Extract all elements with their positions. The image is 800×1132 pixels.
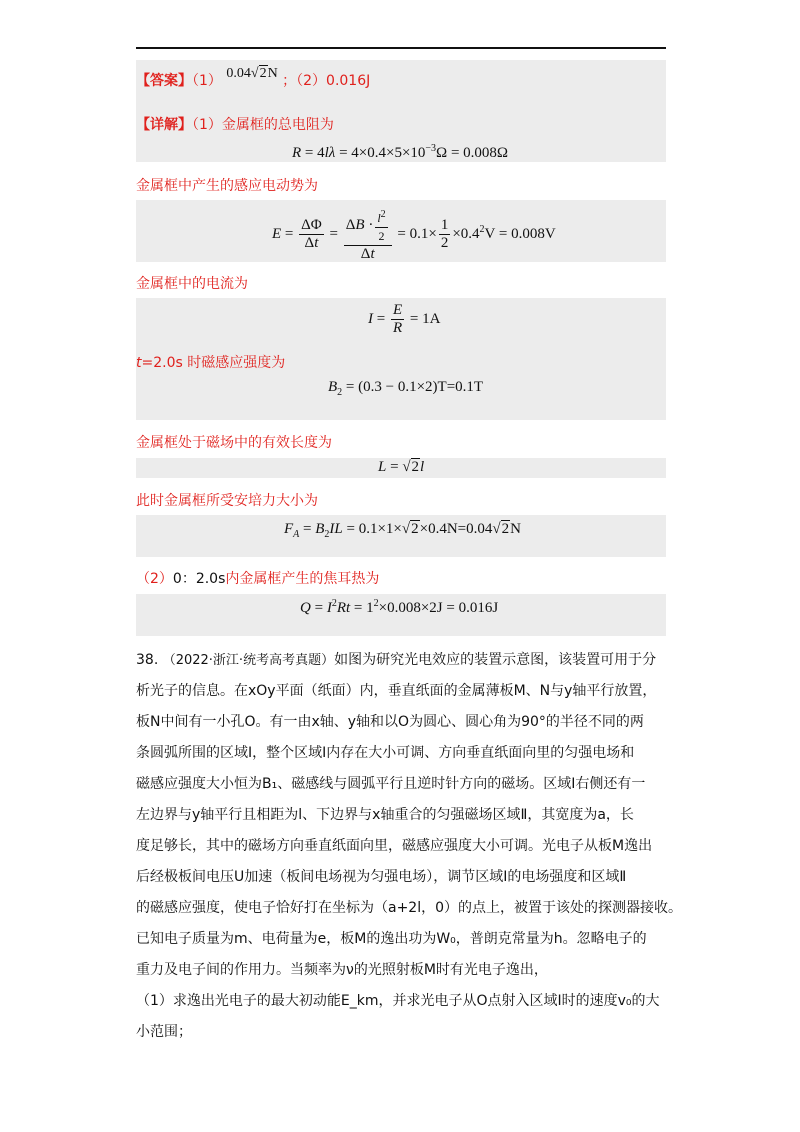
- question-line-6: 左边界与y轴平行且相距为l、下边界与x轴重合的匀强磁场区域Ⅱ，其宽度为a，长: [136, 807, 634, 823]
- explain-label: 【详解】: [136, 117, 192, 133]
- answer-value-1: 0.04√2N: [226, 66, 278, 81]
- part1-intro: （1）金属框的总电阻为: [192, 117, 334, 133]
- resistance-equation: $R = 4l\lambda = 4\times 0.4\times 5\times 10^{-3}\Omega = 0.008\Omega$: [292, 143, 509, 161]
- question-line-13: 小范围；: [136, 1024, 192, 1040]
- heat-equation: $Q = I^2Rt = 1^2\times 0.008\times 2J = 0.016J$: [300, 598, 499, 616]
- question-38: [136, 645, 683, 1048]
- question-line-4: 条圆弧所围的区域Ⅰ，整个区域Ⅰ内存在大小可调、方向垂直纸面向里的匀强电场和: [136, 745, 635, 761]
- force-label: 此时金属框所受安培力大小为: [136, 493, 318, 509]
- length-label: 金属框处于磁场中的有效长度为: [136, 435, 332, 451]
- question-line-7: 度足够长，其中的磁场方向垂直纸面向里，磁感应强度大小可调。光电子从板M逸出: [136, 838, 653, 854]
- question-line-10: 已知电子质量为m、电荷量为e，板M的逸出功为W₀，普朗克常量为h。忽略电子的: [136, 931, 647, 947]
- question-line-3: 板N中间有一小孔O。有一由x轴、y轴和以O为圆心、圆心角为90°的半径不同的两: [136, 714, 644, 730]
- question-number: 38.: [136, 652, 159, 668]
- question-line-5: 磁感应强度大小恒为B₁、磁感线与圆弧平行且逆时针方向的磁场。区域Ⅰ右侧还有一: [136, 776, 646, 792]
- question-line-1: 38. （2022·浙江·统考高考真题）如图为研究光电效应的装置示意图，该装置可用于分: [136, 652, 657, 668]
- answer-line: [136, 66, 371, 90]
- question-line-8: 后经极板间电压U加速（板间电场视为匀强电场），调节区域Ⅰ的电场强度和区域Ⅱ: [136, 869, 627, 885]
- answer-separator: ；: [282, 73, 297, 89]
- question-source: （2022·浙江·统考高考真题）: [162, 653, 335, 668]
- explain-line: [136, 114, 334, 134]
- emf-equation: E = $\frac{\Delta\Phi}{\Delta t}$ = ΔB · $\frac{l^2}{2}$ Δt = 0.1× $\frac{1}{2}$ $\times 0.4^2V = 0.008V$: [272, 206, 556, 263]
- force-equation: $F_A = B_2IL = 0.1\times 1\times√2\times 0.4N=0.04√2N$: [284, 521, 521, 540]
- current-label: 金属框中的电流为: [136, 276, 248, 292]
- answer-part2: （2）0.016J: [296, 73, 371, 89]
- answer-part1: （1）: [192, 73, 222, 89]
- question-line-2: 析光子的信息。在xOy平面（纸面）内，垂直纸面的金属薄板M、N与y轴平行放置，: [136, 683, 657, 699]
- length-equation: L = √2l: [378, 459, 425, 475]
- b2-equation: $B_2 = (0.3 - 0.1\times 2)T=0.1T$: [328, 379, 484, 398]
- header-rule: [136, 47, 666, 49]
- emf-label: 金属框中产生的感应电动势为: [136, 178, 318, 194]
- answer-label: 【答案】: [136, 73, 192, 89]
- question-line-11: 重力及电子间的作用力。当频率为ν的光照射板M时有光电子逸出，: [136, 962, 548, 978]
- b2-label: t=2.0s 时磁感应强度为: [136, 355, 286, 371]
- part2-label: （2）0：2.0s内金属框产生的焦耳热为: [136, 571, 380, 587]
- question-line-9: 的磁感应强度，使电子恰好打在坐标为（a+2l，0）的点上，被置于该处的探测器接收。: [136, 900, 683, 916]
- current-equation: I = $\frac{E}{R}$ = 1A: [368, 302, 441, 336]
- question-line-12: （1）求逸出光电子的最大初动能E_km，并求光电子从O点射入区域Ⅰ时的速度v₀的大: [136, 993, 660, 1009]
